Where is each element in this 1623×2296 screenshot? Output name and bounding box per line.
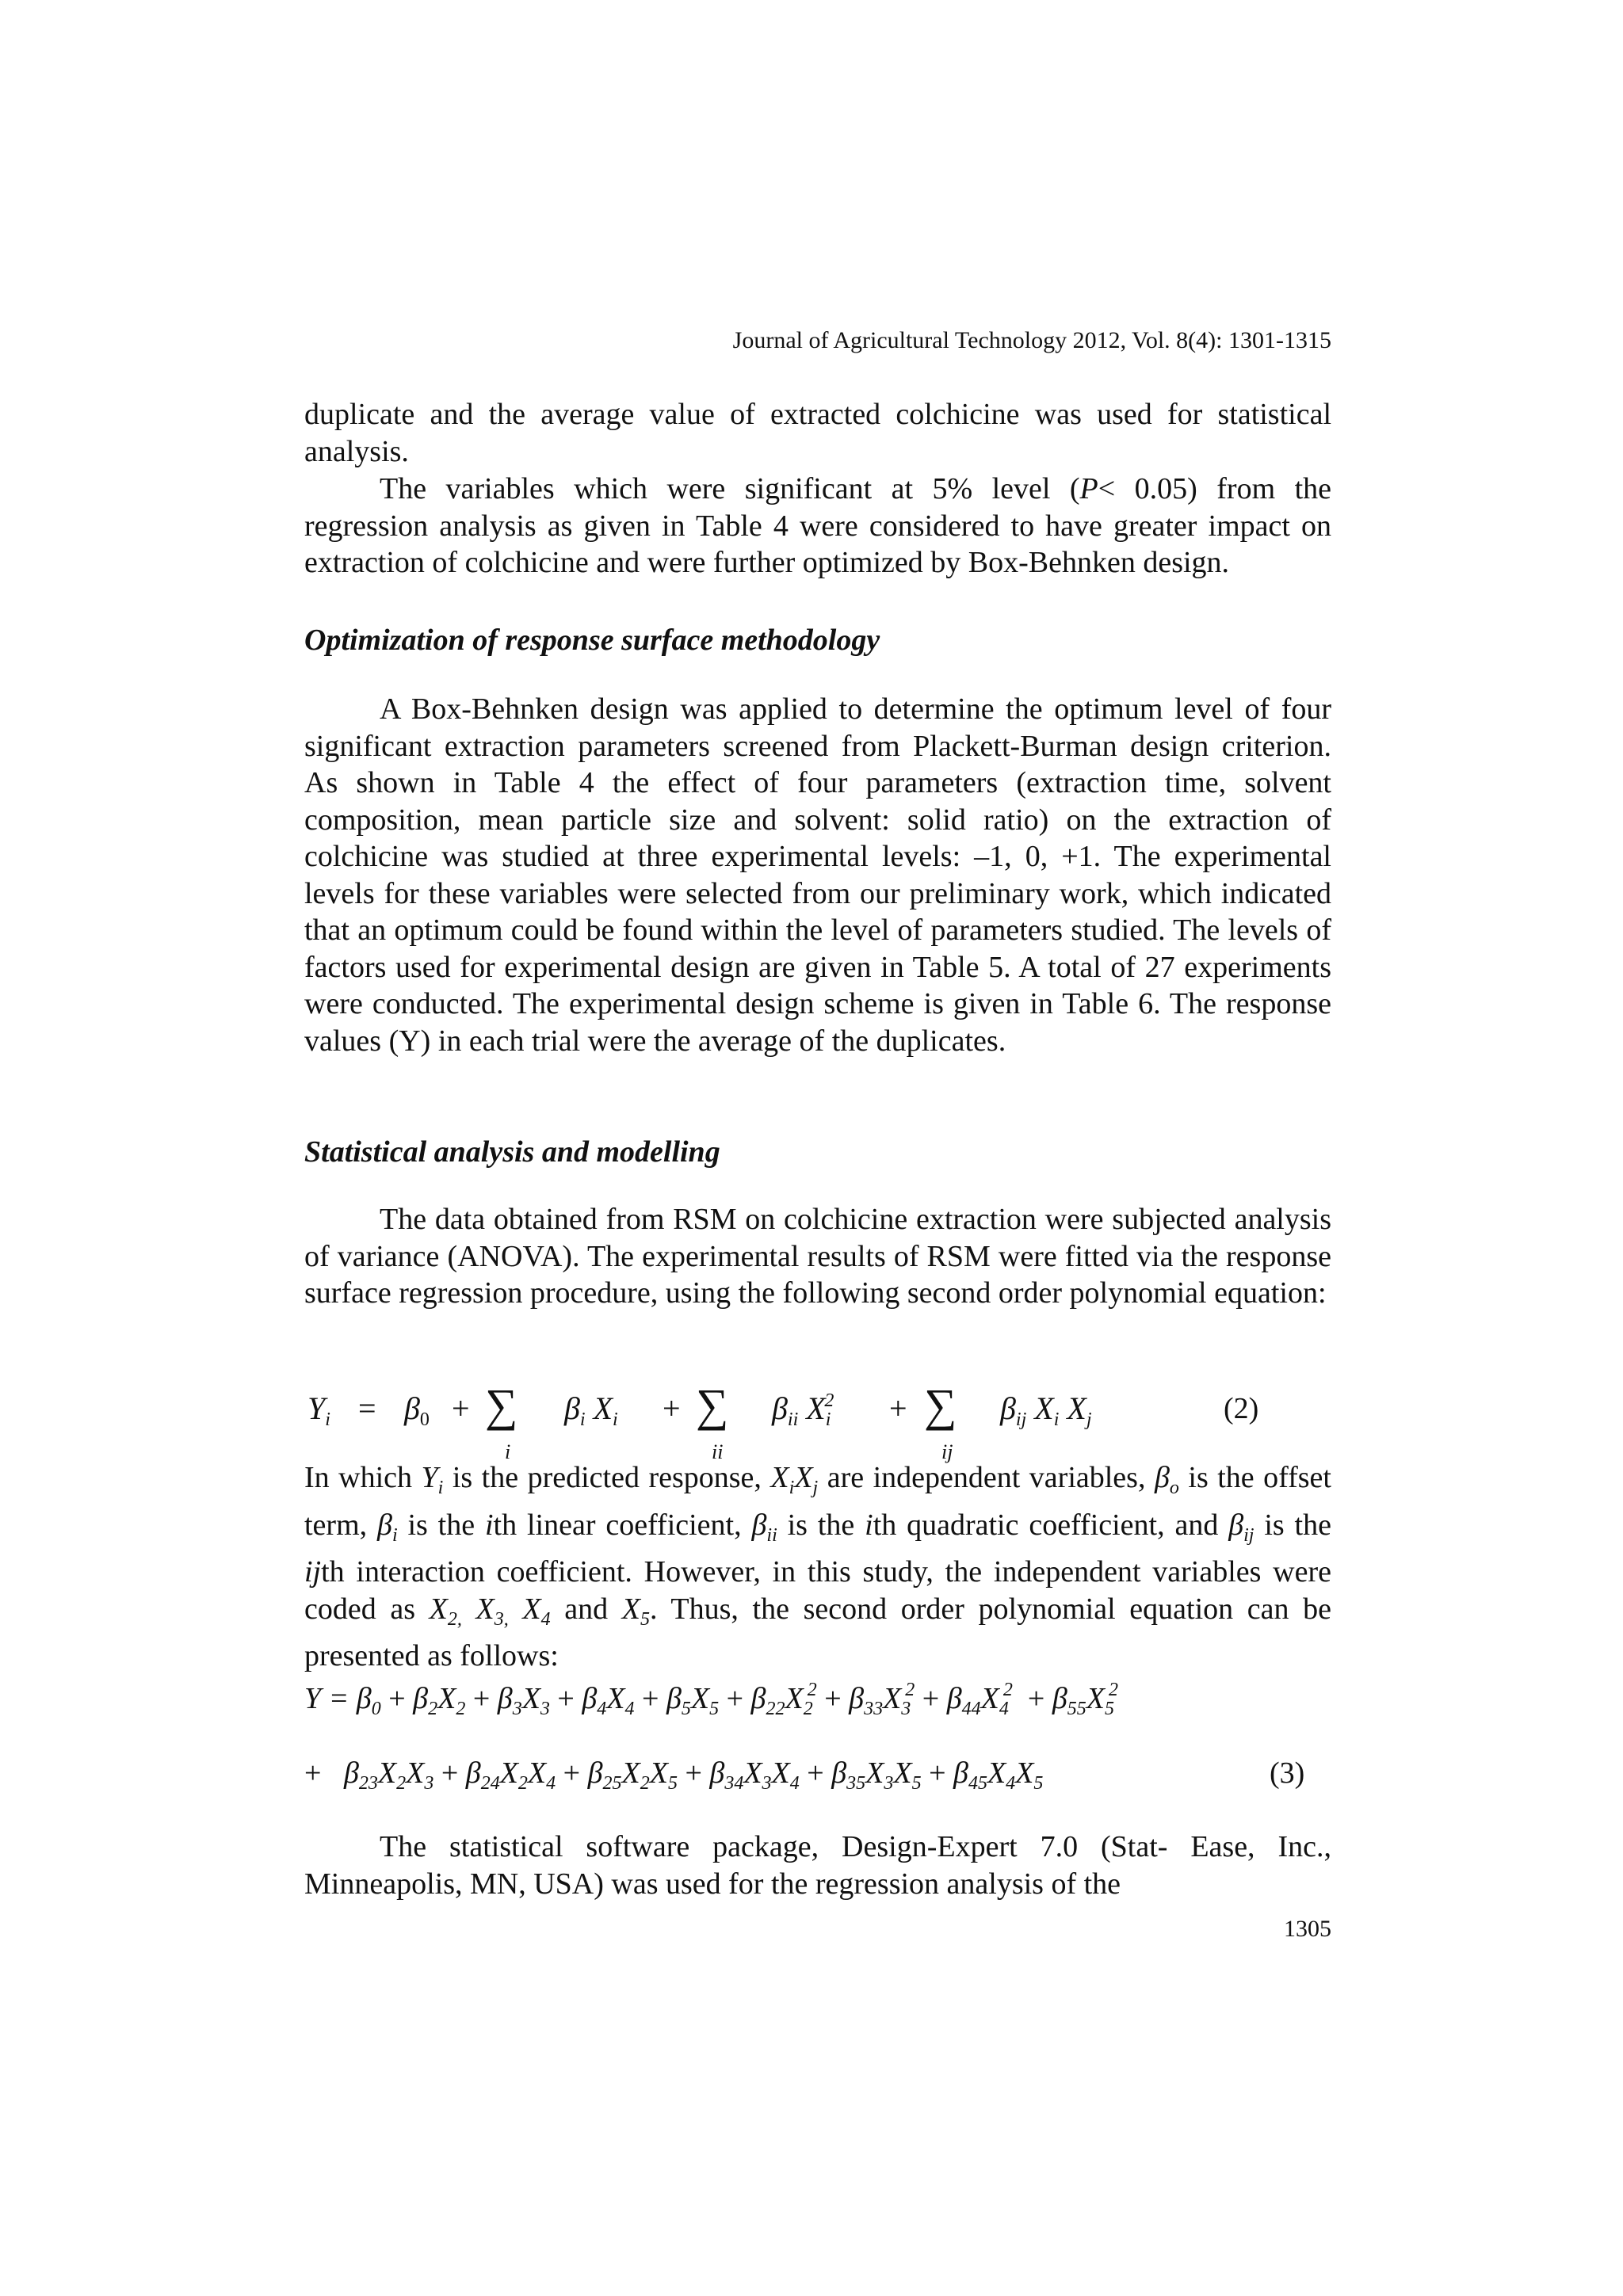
eq2-quadratic-term: $\beta_{ii}$ $X_i^2$ — [772, 1390, 834, 1430]
equation-3-line-1 — [304, 1680, 1118, 1720]
var-x: X — [893, 1756, 912, 1790]
eq3-term — [953, 1756, 1044, 1794]
coef-beta: β — [1052, 1682, 1067, 1715]
var-sub: 5 — [667, 1773, 678, 1794]
section-heading-optimization: Optimization of response surface methodology — [304, 624, 880, 657]
eq3-term — [497, 1682, 550, 1719]
var-sub: 3 — [884, 1773, 894, 1794]
eq3-plus: + — [380, 1682, 414, 1715]
coef-beta: β — [946, 1682, 962, 1715]
var-x: X — [987, 1756, 1006, 1790]
var-power: 2 — [1108, 1680, 1118, 1700]
coef-sub: 22 — [766, 1699, 785, 1719]
eq3-term — [831, 1756, 922, 1794]
eq3-plus: + — [677, 1756, 710, 1790]
var-x: X — [690, 1682, 710, 1715]
var-power: 2 — [807, 1680, 817, 1700]
coef-sub: 5 — [681, 1699, 691, 1719]
var-sub: 4 — [624, 1699, 635, 1719]
eq3-plus: + — [1012, 1682, 1052, 1715]
var-sub: 3 — [540, 1699, 550, 1719]
eq3-term — [709, 1756, 800, 1794]
coef-sub: 45 — [968, 1773, 987, 1794]
coef-sub: 25 — [602, 1773, 622, 1794]
sum-symbol: ∑ — [696, 1379, 729, 1431]
coef-beta: β — [582, 1682, 598, 1715]
eq3-plus: + — [915, 1682, 947, 1715]
var-x: X — [883, 1682, 902, 1715]
var-x: X — [649, 1756, 668, 1790]
coef-beta: β — [413, 1682, 429, 1715]
coef-sub: 24 — [480, 1773, 500, 1794]
var-sub: 2 — [803, 1699, 813, 1719]
running-head: Journal of Agricultural Technology 2012, Vol. 8(4): 1301-1315 — [732, 327, 1331, 353]
var-x: X — [1086, 1682, 1105, 1715]
eq3-plus: + — [465, 1682, 498, 1715]
var-x: X — [521, 1682, 540, 1715]
sum-symbol: ∑ — [485, 1379, 518, 1431]
eq3-term — [1052, 1680, 1118, 1719]
coef-beta: β — [831, 1756, 847, 1790]
coef-sub: 55 — [1067, 1699, 1086, 1719]
eq3-term — [750, 1680, 817, 1719]
paragraph-software: The statistical software package, Design-Expert 7.0 (Stat- Ease, Inc., Minneapolis, MN, USA) was used for the regression analysis of the — [304, 1830, 1331, 1901]
eq3-lhs: Y — [304, 1682, 322, 1715]
coef-beta: β — [497, 1682, 513, 1715]
var-sub: 4 — [1006, 1773, 1016, 1794]
var-x: X — [1015, 1756, 1034, 1790]
paragraph-equation-terms: In which $Y_i$ is the predicted response, $X_iX_j$ are independent variables, $\beta_o$ is the offset term, $\beta_i$ is the ith linear coefficient, $\beta_{ii}$ is the ith quadratic coefficient, and $\beta_{ij}$ is the ijth interaction coefficient. However, in this study, the independent variables were coded as $X_{2,}$ $X_{3,}$ $X_4$ and $X_5$. Thus, the second order polynomial equation can be presented as follows: — [304, 1461, 1332, 1672]
eq3-equals: = — [321, 1682, 357, 1715]
eq3-term — [343, 1756, 434, 1794]
var-sub: 3 — [901, 1699, 911, 1719]
coef-sub: 34 — [724, 1773, 744, 1794]
eq2-equals: = — [358, 1390, 376, 1426]
var-sub: 2 — [517, 1773, 528, 1794]
coef-beta: β — [750, 1682, 766, 1715]
var-power: 2 — [1002, 1680, 1013, 1700]
var-x: X — [499, 1756, 518, 1790]
paragraph-significant-variables: The variables which were significant at 5% level (P< 0.05) from the regression analysis as given in Table 4 were considered to have greater impact on extraction of colchicine and were further optimized by Box-Behnken design. — [304, 472, 1331, 579]
eq3-plus: + — [556, 1756, 588, 1790]
var-x: X — [621, 1756, 640, 1790]
var-x: X — [606, 1682, 625, 1715]
eq3-plus: + — [433, 1756, 466, 1790]
equation-3-line-2 — [304, 1756, 1043, 1794]
eq2-linear-term: $\beta_i$ $X_i$ — [564, 1390, 618, 1430]
paragraph-anova: The data obtained from RSM on colchicine extraction were subjected analysis of variance (ANOVA). The experimental results of RSM were fitted via the response surface regression procedure, using the following second order polynomial equation: — [304, 1203, 1331, 1310]
coef-sub: 23 — [358, 1773, 378, 1794]
var-sub: 4 — [999, 1699, 1009, 1719]
coef-beta: β — [465, 1756, 481, 1790]
var-x: X — [527, 1756, 547, 1790]
var-sub: 5 — [709, 1699, 720, 1719]
eq2-plus: + — [889, 1390, 907, 1426]
paragraph-continuation: duplicate and the average value of extracted colchicine was used for statistical analysis. — [304, 398, 1331, 468]
var-sub: 5 — [1104, 1699, 1114, 1719]
eq2-beta0: $\beta_0$ — [404, 1390, 430, 1430]
coef-beta: β — [953, 1756, 968, 1790]
eq3-plus: + — [816, 1682, 850, 1715]
eq3-plus: + — [304, 1756, 344, 1790]
coef-sub: 2 — [428, 1699, 438, 1719]
var-x: X — [865, 1756, 884, 1790]
coef-beta: β — [666, 1682, 682, 1715]
sum-index: ij — [941, 1440, 953, 1463]
var-sub: 4 — [789, 1773, 800, 1794]
eq3-term — [465, 1756, 556, 1794]
coef-beta: β — [849, 1682, 865, 1715]
eq3-plus: + — [719, 1682, 751, 1715]
eq3-term — [666, 1682, 720, 1719]
var-sub: 4 — [546, 1773, 556, 1794]
eq3-plus: + — [634, 1682, 666, 1715]
var-sub: 2 — [640, 1773, 650, 1794]
sum-symbol: ∑ — [924, 1379, 957, 1431]
coef-beta: β — [343, 1756, 359, 1790]
equation-number: (3) — [1270, 1756, 1305, 1790]
sum-index: i — [505, 1440, 511, 1463]
eq2-plus: + — [663, 1390, 681, 1426]
var-x: X — [785, 1682, 804, 1715]
eq3-term — [413, 1682, 466, 1719]
coef-sub: 0 — [371, 1699, 381, 1719]
coef-sub: 35 — [846, 1773, 866, 1794]
coef-beta: β — [587, 1756, 603, 1790]
var-sub: 5 — [911, 1773, 922, 1794]
eq3-term — [946, 1680, 1013, 1719]
eq2-plus: + — [452, 1390, 470, 1426]
coef-sub: 3 — [512, 1699, 522, 1719]
eq3-plus: + — [549, 1682, 582, 1715]
eq3-term — [849, 1680, 915, 1719]
var-sub: 3 — [424, 1773, 434, 1794]
var-x: X — [771, 1756, 790, 1790]
eq2-y: $Y_i$ — [307, 1390, 330, 1430]
var-sub: 3 — [762, 1773, 772, 1794]
coef-sub: 33 — [864, 1699, 884, 1719]
eq2-interaction-term: $\beta_{ij}$ $X_i$ $X_j$ — [1000, 1390, 1092, 1430]
var-x: X — [377, 1756, 397, 1790]
var-x: X — [437, 1682, 456, 1715]
section-heading-statistical-analysis: Statistical analysis and modelling — [304, 1135, 720, 1169]
eq3-term — [582, 1682, 635, 1719]
var-x: X — [406, 1756, 425, 1790]
coef-sub: 44 — [961, 1699, 981, 1719]
var-power: 2 — [905, 1680, 915, 1700]
coef-beta: β — [356, 1682, 372, 1715]
sum-index: ii — [712, 1440, 724, 1463]
var-x: X — [743, 1756, 762, 1790]
coef-beta: β — [709, 1756, 725, 1790]
var-sub: 2 — [456, 1699, 466, 1719]
coef-sub: 4 — [597, 1699, 607, 1719]
equation-number: (2) — [1224, 1392, 1259, 1425]
page-number: 1305 — [1284, 1916, 1331, 1942]
paragraph-box-behnken: A Box-Behnken design was applied to determine the optimum level of four significant extraction parameters screened from Plackett-Burman design criterion. As shown in Table 4 the effect of four parameters (extraction time, solvent composition, mean particle size and solvent: solid ratio) on the extraction of colchicine was studied at three experimental levels: –1, 0, +1. The experimental levels for these variables were selected from our preliminary work, which indicated that an optimum could be found within the level of parameters studied. The levels of factors used for experimental design are given in Table 5. A total of 27 experiments were conducted. The experimental design scheme is given in Table 6. The response values (Y) in each trial were the average of the duplicates. — [304, 692, 1331, 1058]
var-sub: 2 — [396, 1773, 407, 1794]
eq3-term — [587, 1756, 678, 1794]
eq3-term — [356, 1682, 381, 1719]
var-sub: 5 — [1033, 1773, 1044, 1794]
eq3-plus: + — [921, 1756, 953, 1790]
eq3-plus: + — [799, 1756, 832, 1790]
var-x: X — [980, 1682, 999, 1715]
